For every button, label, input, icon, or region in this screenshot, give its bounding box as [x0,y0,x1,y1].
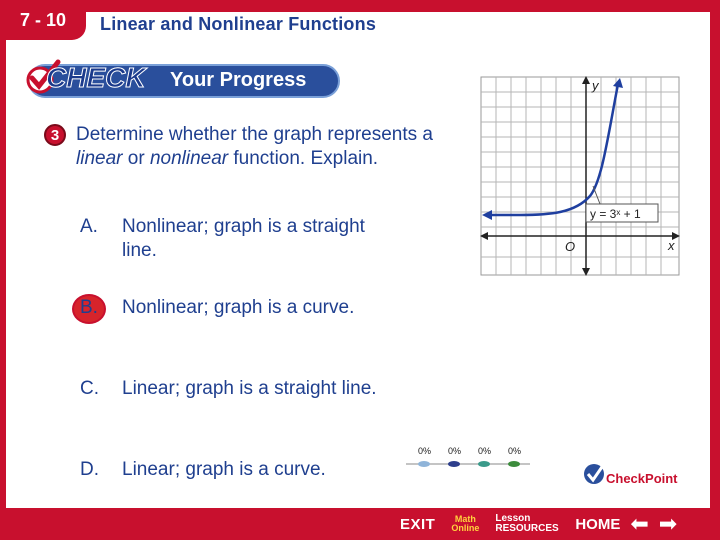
poll-marker-a [418,461,430,467]
poll-percent-d: 0% [508,446,522,456]
question-text-linear: linear [76,148,123,169]
home-button[interactable]: HOME [575,515,621,533]
poll-results [398,444,538,494]
question-text-part2: function. Explain. [228,148,379,169]
origin-label: O [565,239,576,254]
poll-marker-b [448,461,460,467]
choice-c-letter: C. [80,378,99,399]
math-online-line1: Math [454,514,476,524]
math-online-line2: Online [451,523,480,533]
choice-c-text: Linear; graph is a straight line. [122,378,377,399]
your-progress-label: Your Progress [170,69,307,91]
exit-button[interactable]: EXIT [400,515,436,533]
question-text [76,123,456,171]
right-border [710,0,720,540]
check-label: CHECK [46,62,146,93]
choice-a[interactable] [80,215,380,261]
question-text-or: or [122,148,150,169]
poll-percent-b: 0% [448,446,462,456]
poll-percent-a: 0% [418,446,432,456]
forward-arrow-icon[interactable]: ➡ [658,511,678,536]
choice-b-letter: B. [80,297,98,318]
choice-d[interactable] [80,458,380,482]
poll-marker-c [478,461,490,467]
back-arrow-icon[interactable]: ⬅ [630,511,649,536]
choice-b-text: Nonlinear; graph is a curve. [122,297,355,318]
left-border [0,0,6,540]
lesson-resources-button[interactable] [495,514,565,534]
top-border [0,0,720,12]
x-axis-label: x [668,238,675,253]
lesson-resources-line1: Lesson [495,513,531,524]
lesson-number-badge: 7 - 10 [0,0,86,40]
math-online-button[interactable] [445,515,485,533]
choice-b[interactable] [80,296,380,320]
poll-marker-d [508,461,520,467]
choice-a-letter: A. [80,216,98,237]
question-number: 3 [44,124,66,146]
checkpoint-logo[interactable] [582,456,692,496]
poll-percent-c: 0% [478,446,492,456]
choice-d-letter: D. [80,459,99,480]
footer-navigation [400,508,677,540]
y-axis-label: y [592,78,599,93]
checkpoint-icon [582,456,692,496]
exponential-graph [480,76,680,276]
lesson-title: Linear and Nonlinear Functions [100,14,377,34]
question-text-part1: Determine whether the graph represents a [76,124,433,145]
equation-label: y = 3ˣ + 1 [590,207,641,221]
choice-a-text: Nonlinear; graph is a straight line. [122,216,365,261]
lesson-resources-line2: RESOURCES [495,523,559,534]
checkpoint-label: CheckPoint [606,471,678,486]
choice-d-text: Linear; graph is a curve. [122,459,326,480]
choice-c[interactable] [80,377,380,401]
question-text-nonlinear: nonlinear [149,148,229,169]
